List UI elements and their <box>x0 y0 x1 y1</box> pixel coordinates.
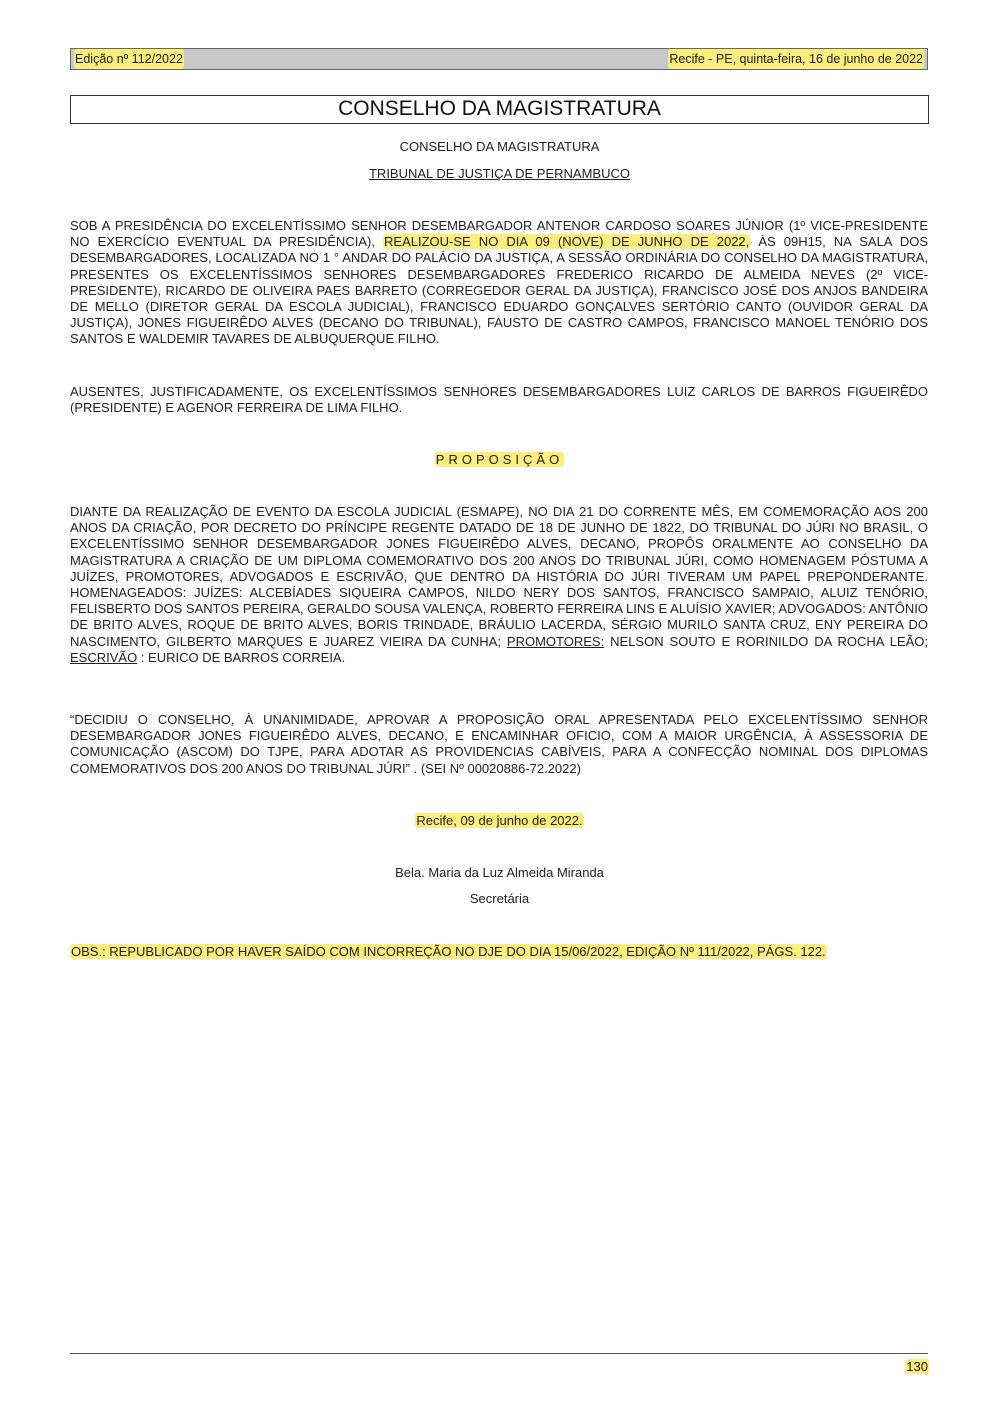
proposicao-text: PROPOSIÇÃO <box>435 452 564 467</box>
date-line <box>70 813 929 828</box>
paragraph-proposal-part2: NELSON SOUTO E RORINILDO DA ROCHA LEÃO; <box>604 633 928 649</box>
promotores-label: PROMOTORES: <box>506 633 605 649</box>
observation <box>70 944 928 960</box>
section-title: CONSELHO DA MAGISTRATURA <box>70 95 929 124</box>
paragraph-session <box>70 218 928 348</box>
subtitle-court-text: TRIBUNAL DE JUSTIÇA DE PERNAMBUCO <box>368 166 630 181</box>
subtitle-court <box>70 166 929 181</box>
escrivao-label: ESCRIVÃO <box>70 649 138 665</box>
date-line-text: Recife, 09 de junho de 2022. <box>416 813 583 828</box>
header-bar <box>70 48 928 70</box>
paragraph-proposal-part1: DIANTE DA REALIZAÇÃO DE EVENTO DA ESCOLA JUDICIAL (ESMAPE), NO DIA 21 DO CORRENTE MÊS, EM COMEMORAÇÃO AOS 200 ANOS DA CRIAÇÃO, POR DECRETO DO PRÍNCIPE REGENTE DATADO DE 18 DE JUNHO DE 1822, DO TRIBUNAL DO JÚRI NO BRASIL, O EXCELENTÍSSIMO SENHOR DESEMBARGADOR JONES FIGUEIRÊDO ALVES, DECANO, PROPÔS ORALMENTE AO CONSELHO DA MAGISTRATURA A CRIAÇÃO DE UM DIPLOMA COMEMORATIVO DOS 200 ANOS DO TRIBUNAL JÚRI, COMO HOMENAGEM PÓSTUMA A JUÍZES, PROMOTORES, ADVOGADOS E ESCRIVÃO, QUE DENTRO DA HISTÓRIA DO JÚRI TIVERAM UM PAPEL PREPONDERANTE. HOMENAGEADOS: JUÍZES: ALCEBÍADES SIQUEIRA CAMPOS, NILDO NERY DOS SANTOS, FRANCISCO SAMPAIO, ALUIZ TENÓRIO, FELISBERTO DOS SANTOS PEREIRA, GERALDO SOUSA VALENÇA, ROBERTO FERREIRA LINS E ALUÍSIO XAVIER; ADVOGADOS: ANTÔNIO DE BRITO ALVES, ROQUE DE BRITO ALVES, BORIS TRINDADE, BRÁULIO LACERDA, SÉRGIO MURILO SANTA CRUZ, ENY PEREIRA DO NASCIMENTO, GILBERTO MARQUES E JUAREZ VIEIRA DA CUNHA; <box>70 504 928 649</box>
paragraph-proposal-part3: : EURICO DE BARROS CORREIA. <box>137 649 346 665</box>
observation-text: OBS.: REPUBLICADO POR HAVER SAÍDO COM INCORREÇÃO NO DJE DO DIA 15/06/2022, EDIÇÃO Nº 111/2022, PÁGS. 122. <box>71 944 826 959</box>
page-number: 130 <box>906 1359 928 1374</box>
header-date: Recife - PE, quinta-feira, 16 de junho de 2022 <box>668 49 924 69</box>
signer-role: Secretária <box>469 891 530 906</box>
paragraph-absent: AUSENTES, JUSTIFICADAMENTE, OS EXCELENTÍSSIMOS SENHORES DESEMBARGADORES LUIZ CARLOS DE BARROS FIGUEIRÊDO (PRESIDENTE) E AGENOR FERREIRA DE LIMA FILHO. <box>70 384 928 416</box>
paragraph-session-part2: ÀS 09H15, NA SALA DOS DESEMBARGADORES, LOCALIZADA NO 1 ° ANDAR DO PALÁCIO DA JUSTIÇA, A SESSÃO ORDINÁRIA DO CONSELHO DA MAGISTRATURA, PRESENTES OS EXCELENTÍSSIMOS SENHORES DESEMBARGADORES FREDERICO RICARDO DE ALMEIDA NEVES (2º VICE-PRESIDENTE), RICARDO DE OLIVEIRA PAES BARRETO (CORREGEDOR GERAL DA JUSTIÇA), FRANCISCO JOSÉ DOS ANJOS BANDEIRA DE MELLO (DIRETOR GERAL DA ESCOLA JUDICIAL), FRANCISCO EDUARDO GONÇALVES SERTÓRIO CANTO (OUVIDOR GERAL DA JUSTIÇA), JONES FIGUEIRÊDO ALVES (DECANO DO TRIBUNAL), FAUSTO DE CASTRO CAMPOS, FRANCISCO MANOEL TENÓRIO DOS SANTOS E WALDEMIR TAVARES DE ALBUQUERQUE FILHO. <box>70 234 929 347</box>
paragraph-proposal <box>70 504 928 666</box>
edition-number: Edição nº 112/2022 <box>74 49 184 69</box>
proposicao-heading <box>70 452 929 467</box>
footer-divider <box>70 1353 928 1354</box>
paragraph-decision: “DECIDIU O CONSELHO, À UNANIMIDADE, APROVAR A PROPOSIÇÃO ORAL APRESENTADA PELO EXCELENTÍSSIMO SENHOR DESEMBARGADOR JONES FIGUEIRÊDO ALVES, DECANO, E ENCAMINHAR OFICIO, COM A MAIOR URGÊNCIA, À ASSESSORIA DE COMUNICAÇÃO (ASCOM) DO TJPE, PARA ADOTAR AS PROVIDENCIAS CABÍVEIS, PARA A CONFECÇÃO NOMINAL DOS DIPLOMAS COMEMORATIVOS DOS 200 ANOS DO TRIBUNAL JÚRI” . (SEI Nº 00020886-72.2022) <box>70 712 928 776</box>
signer-name: Bela. Maria da Luz Almeida Miranda <box>395 865 604 880</box>
subtitle-council: CONSELHO DA MAGISTRATURA <box>399 139 600 154</box>
session-date-highlight: REALIZOU-SE NO DIA 09 (NOVE) DE JUNHO DE 2022, <box>384 234 750 250</box>
paragraph-session-part1: SOB A PRESIDÊNCIA DO EXCELENTÍSSIMO SENHOR DESEMBARGADOR ANTENOR CARDOSO SOARES JÚNIOR (1º VICE-PRESIDENTE NO EXERCÍCIO EVENTUAL DA PRESIDÊNCIA), <box>70 218 928 250</box>
